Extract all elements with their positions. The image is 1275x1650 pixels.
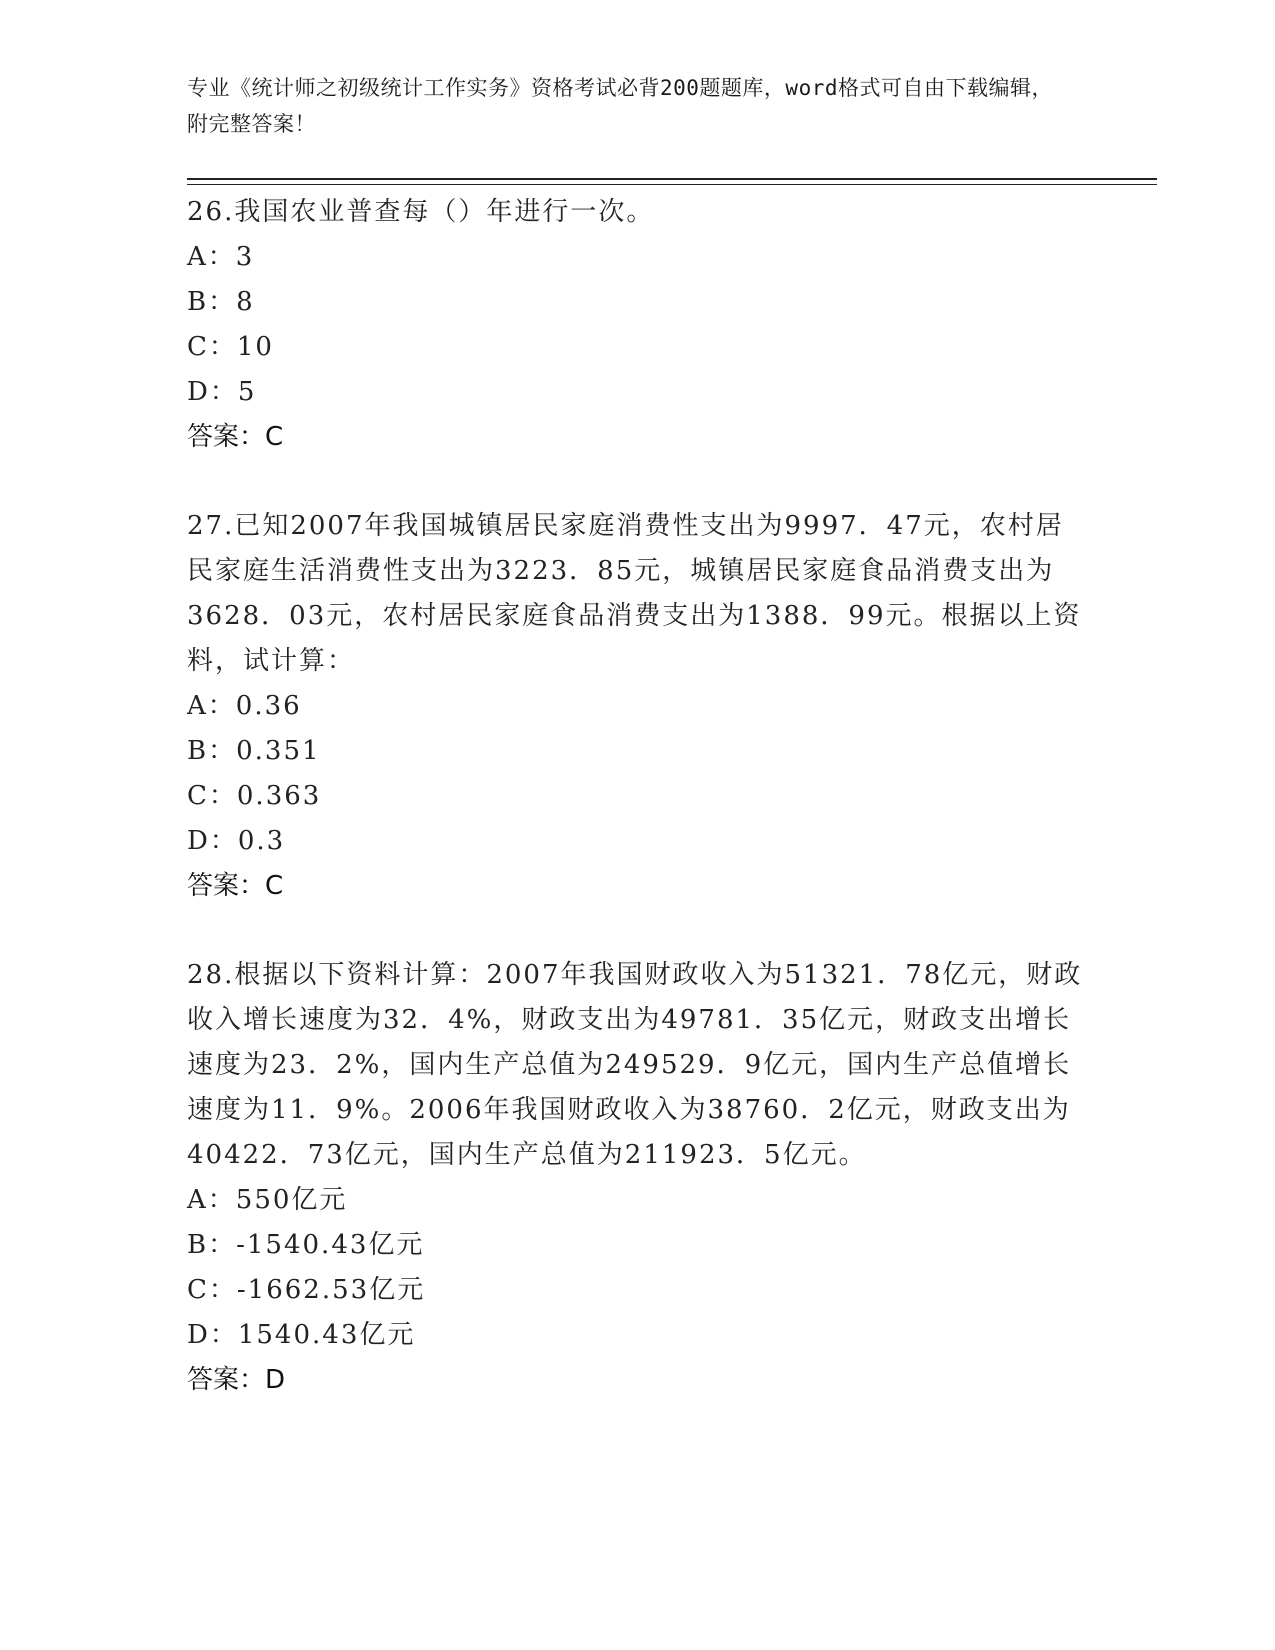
option-a: A：550亿元 bbox=[187, 1185, 348, 1215]
option-a: A：0.36 bbox=[187, 691, 302, 721]
question-stem: 28.根据以下资料计算：2007年我国财政收入为51321．78亿元，财政收入增长速度为32．4%，财政支出为49781．35亿元，财政支出增长速度为23．2%，国内生产总值为249529．9亿元，国内生产总值增长速度为11．9%。2006年我国财政收入为38760．2亿元，财政支出为40422．73亿元，国内生产总值为211923．5亿元。 bbox=[187, 960, 1083, 1170]
option-d: D：1540.43亿元 bbox=[187, 1320, 416, 1350]
option-d: D：5 bbox=[187, 377, 257, 407]
question-stem: 27.已知2007年我国城镇居民家庭消费性支出为9997．47元，农村居民家庭生活消费性支出为3223．85元，城镇居民家庭食品消费支出为3628．03元，农村居民家庭食品消费支出为1388．99元。根据以上资料，试计算： bbox=[187, 511, 1082, 676]
question-27 bbox=[187, 504, 1087, 909]
option-b: B：0.351 bbox=[187, 736, 321, 766]
answer-line: 答案：C bbox=[187, 871, 284, 901]
option-c: C：10 bbox=[187, 332, 274, 362]
question-list bbox=[187, 190, 1087, 1447]
header-divider-thin bbox=[187, 184, 1157, 185]
option-c: C：-1662.53亿元 bbox=[187, 1275, 426, 1305]
answer-line: 答案：D bbox=[187, 1365, 286, 1395]
option-d: D：0.3 bbox=[187, 826, 286, 856]
option-b: B：8 bbox=[187, 287, 255, 317]
document-header-note: 专业《统计师之初级统计工作实务》资格考试必背200题题库，word格式可自由下载编辑，附完整答案！ bbox=[187, 76, 1053, 136]
header-divider-thick bbox=[187, 178, 1157, 180]
option-c: C：0.363 bbox=[187, 781, 322, 811]
option-a: A：3 bbox=[187, 242, 255, 272]
answer-line: 答案：C bbox=[187, 422, 284, 452]
question-stem: 26.我国农业普查每（）年进行一次。 bbox=[187, 197, 655, 227]
question-28 bbox=[187, 953, 1087, 1403]
question-26 bbox=[187, 190, 1087, 460]
option-b: B：-1540.43亿元 bbox=[187, 1230, 425, 1260]
